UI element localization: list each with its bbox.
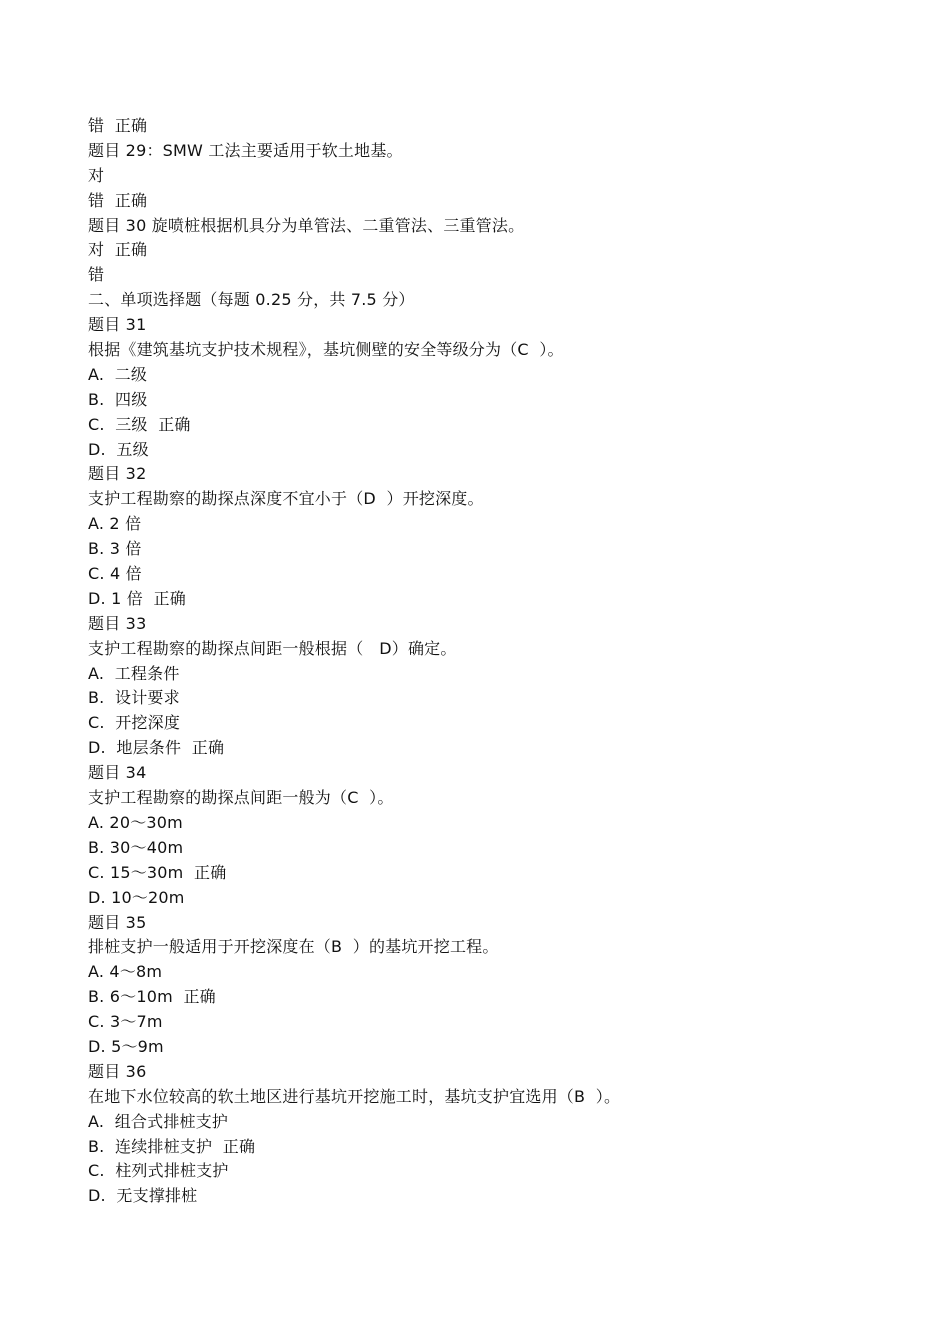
question-text: 根据《建筑基坑支护技术规程》，基坑侧壁的安全等级分为（C ）。	[88, 340, 564, 360]
question-number: 题目 31	[88, 315, 147, 335]
question-29: 题目 29：SMW 工法主要适用于软土地基。	[88, 140, 403, 160]
option-line: D. 5～9m	[88, 1036, 164, 1056]
option-line: D. 五级	[88, 439, 149, 459]
option-line: B. 四级	[88, 389, 148, 409]
option-line: A. 20～30m	[88, 812, 183, 832]
option-line: D. 1 倍 正确	[88, 588, 186, 608]
option-line: D. 10～20m	[88, 887, 185, 907]
question-30: 题目 30 旋喷桩根据机具分为单管法、二重管法、三重管法。	[88, 215, 525, 235]
option-line: D. 无支撑排桩	[88, 1186, 198, 1206]
option-line: D. 地层条件 正确	[88, 738, 225, 758]
question-number: 题目 33	[88, 613, 147, 633]
question-number: 题目 35	[88, 912, 147, 932]
question-text: 支护工程勘察的勘探点深度不宜小于（D ）开挖深度。	[88, 489, 484, 509]
option-line: C. 柱列式排桩支护	[88, 1161, 229, 1181]
question-number: 题目 34	[88, 763, 147, 783]
question-number: 题目 32	[88, 464, 147, 484]
question-text: 支护工程勘察的勘探点间距一般为（C ）。	[88, 788, 394, 808]
option-line: B. 6～10m 正确	[88, 987, 216, 1007]
question-number: 题目 36	[88, 1061, 147, 1081]
option-line: 对	[88, 165, 105, 185]
option-line: A. 二级	[88, 364, 148, 384]
question-text: 支护工程勘察的勘探点间距一般根据（ D）确定。	[88, 638, 457, 658]
option-line: B. 设计要求	[88, 688, 180, 708]
option-line: 对 正确	[88, 240, 148, 260]
option-line: C. 3～7m	[88, 1012, 163, 1032]
option-line: A. 组合式排桩支护	[88, 1111, 229, 1131]
option-line: A. 工程条件	[88, 663, 180, 683]
option-line: A. 4～8m	[88, 962, 163, 982]
option-line: A. 2 倍	[88, 514, 142, 534]
option-line: C. 4 倍	[88, 564, 142, 584]
section-heading: 二、单项选择题（每题 0.25 分，共 7.5 分）	[88, 290, 415, 310]
option-line: C. 开挖深度	[88, 713, 181, 733]
option-line: B. 连续排桩支护 正确	[88, 1136, 256, 1156]
option-line: B. 3 倍	[88, 539, 142, 559]
question-text: 排桩支护一般适用于开挖深度在（B ）的基坑开挖工程。	[88, 937, 499, 957]
document-body	[88, 114, 868, 1209]
answer-line: 错 正确	[88, 116, 148, 135]
option-line: 错	[88, 265, 105, 285]
option-line: C. 15～30m 正确	[88, 862, 227, 882]
option-line: 错 正确	[88, 190, 148, 210]
question-text: 在地下水位较高的软土地区进行基坑开挖施工时，基坑支护宜选用（B ）。	[88, 1086, 621, 1106]
option-line: C. 三级 正确	[88, 414, 191, 434]
option-line: B. 30～40m	[88, 837, 184, 857]
